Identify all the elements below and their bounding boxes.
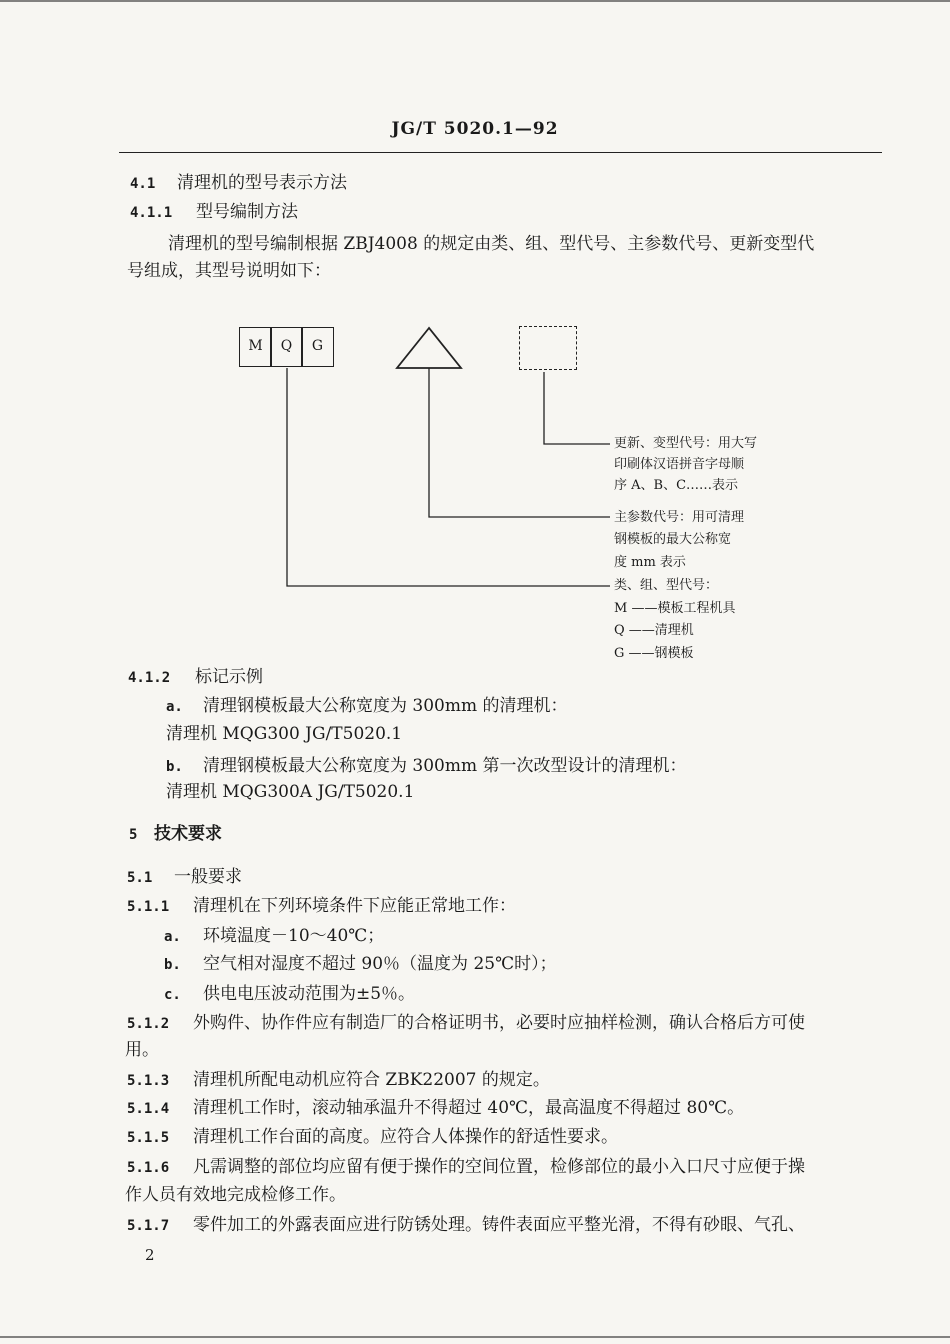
class-label-line: M ——模板工程机具 — [614, 601, 736, 616]
clause-text: 外购件、协作件应有制造厂的合格证明书，必要时应抽样检测，确认合格后方可使 — [193, 1013, 805, 1033]
section-number-5-1: 5.1 — [127, 870, 153, 886]
section-number-5-1-7: 5.1.7 — [127, 1218, 170, 1234]
section-title-4-1: 清理机的型号表示方法 — [177, 173, 347, 193]
condition-item: 供电电压波动范围为±5％。 — [203, 984, 416, 1004]
paragraph-line: 号组成，其型号说明如下： — [127, 261, 331, 281]
section-number-4-1-1: 4.1.1 — [130, 205, 173, 221]
clause-text: 凡需调整的部位均应留有便于操作的空间位置，检修部位的最小入口尺寸应便于操 — [193, 1157, 805, 1177]
section-number-5: 5 — [129, 827, 138, 843]
class-label-line: G ——钢模板 — [614, 646, 694, 661]
condition-item: 空气相对湿度不超过 90％（温度为 25℃时）； — [203, 954, 557, 974]
leader-line-parameter — [429, 368, 610, 517]
letter-box-m: M — [239, 327, 272, 367]
parameter-label-line: 度 mm 表示 — [614, 555, 686, 570]
clause-text: 用。 — [125, 1040, 159, 1060]
scan-edge-bottom — [0, 1336, 950, 1338]
section-title-4-1-1: 型号编制方法 — [196, 202, 298, 222]
clause-text: 作人员有效地完成检修工作。 — [125, 1185, 346, 1205]
section-number-4-1: 4.1 — [130, 176, 156, 192]
section-title-5: 技术要求 — [154, 824, 222, 844]
paragraph-line: 清理机的型号编制根据 ZBJ4008 的规定由类、组、型代号、主参数代号、更新变型代 — [168, 234, 815, 254]
section-number-4-1-2: 4.1.2 — [128, 670, 171, 686]
section-title-4-1-2: 标记示例 — [195, 667, 263, 687]
page-number: 2 — [145, 1246, 155, 1264]
example-a-text: 清理钢模板最大公称宽度为 300mm 的清理机： — [203, 696, 568, 716]
clause-text: 清理机所配电动机应符合 ZBK22007 的规定。 — [193, 1070, 550, 1090]
clause-text: 清理机工作台面的高度。应符合人体操作的舒适性要求。 — [193, 1127, 618, 1147]
item-marker: b. — [166, 759, 183, 775]
item-marker: c. — [164, 987, 181, 1003]
parameter-label-line: 主参数代号：用可清理 — [614, 510, 745, 525]
clause-text: 清理机工作时，滚动轴承温升不得超过 40℃，最高温度不得超过 80℃。 — [193, 1098, 745, 1118]
leader-line-class — [287, 368, 610, 586]
class-label-line: Q ——清理机 — [614, 623, 694, 638]
section-number-5-1-4: 5.1.4 — [127, 1101, 170, 1117]
section-number-5-1-1: 5.1.1 — [127, 899, 170, 915]
letter-box-g: G — [301, 327, 334, 367]
section-number-5-1-5: 5.1.5 — [127, 1130, 170, 1146]
leader-line-variant — [544, 372, 610, 444]
parameter-triangle — [397, 328, 461, 368]
class-label-line: 类、组、型代号： — [614, 578, 719, 593]
condition-item: 环境温度－10～40℃； — [203, 926, 385, 946]
section-title-5-1: 一般要求 — [174, 867, 242, 887]
item-marker: a. — [166, 699, 183, 715]
item-marker: a. — [164, 929, 181, 945]
section-number-5-1-6: 5.1.6 — [127, 1160, 170, 1176]
parameter-label-line: 钢模板的最大公称宽 — [614, 532, 732, 547]
letter-box-q: Q — [270, 327, 303, 367]
variant-label-line: 更新、变型代号：用大写 — [614, 436, 758, 451]
example-a-marking: 清理机 MQG300 JG/T5020.1 — [166, 724, 403, 744]
item-marker: b. — [164, 957, 181, 973]
section-number-5-1-2: 5.1.2 — [127, 1016, 170, 1032]
variant-label-line: 印刷体汉语拼音字母顺 — [614, 457, 745, 472]
document-header: JG/T 5020.1—92 — [391, 119, 559, 139]
section-number-5-1-3: 5.1.3 — [127, 1073, 170, 1089]
example-b-marking: 清理机 MQG300A JG/T5020.1 — [166, 782, 415, 802]
clause-text: 清理机在下列环境条件下应能正常地工作： — [193, 896, 516, 916]
example-b-text: 清理钢模板最大公称宽度为 300mm 第一次改型设计的清理机： — [203, 756, 687, 776]
variant-label-line: 序 A、B、C……表示 — [614, 478, 739, 493]
clause-text: 零件加工的外露表面应进行防锈处理。铸件表面应平整光滑，不得有砂眼、气孔、 — [193, 1215, 805, 1235]
